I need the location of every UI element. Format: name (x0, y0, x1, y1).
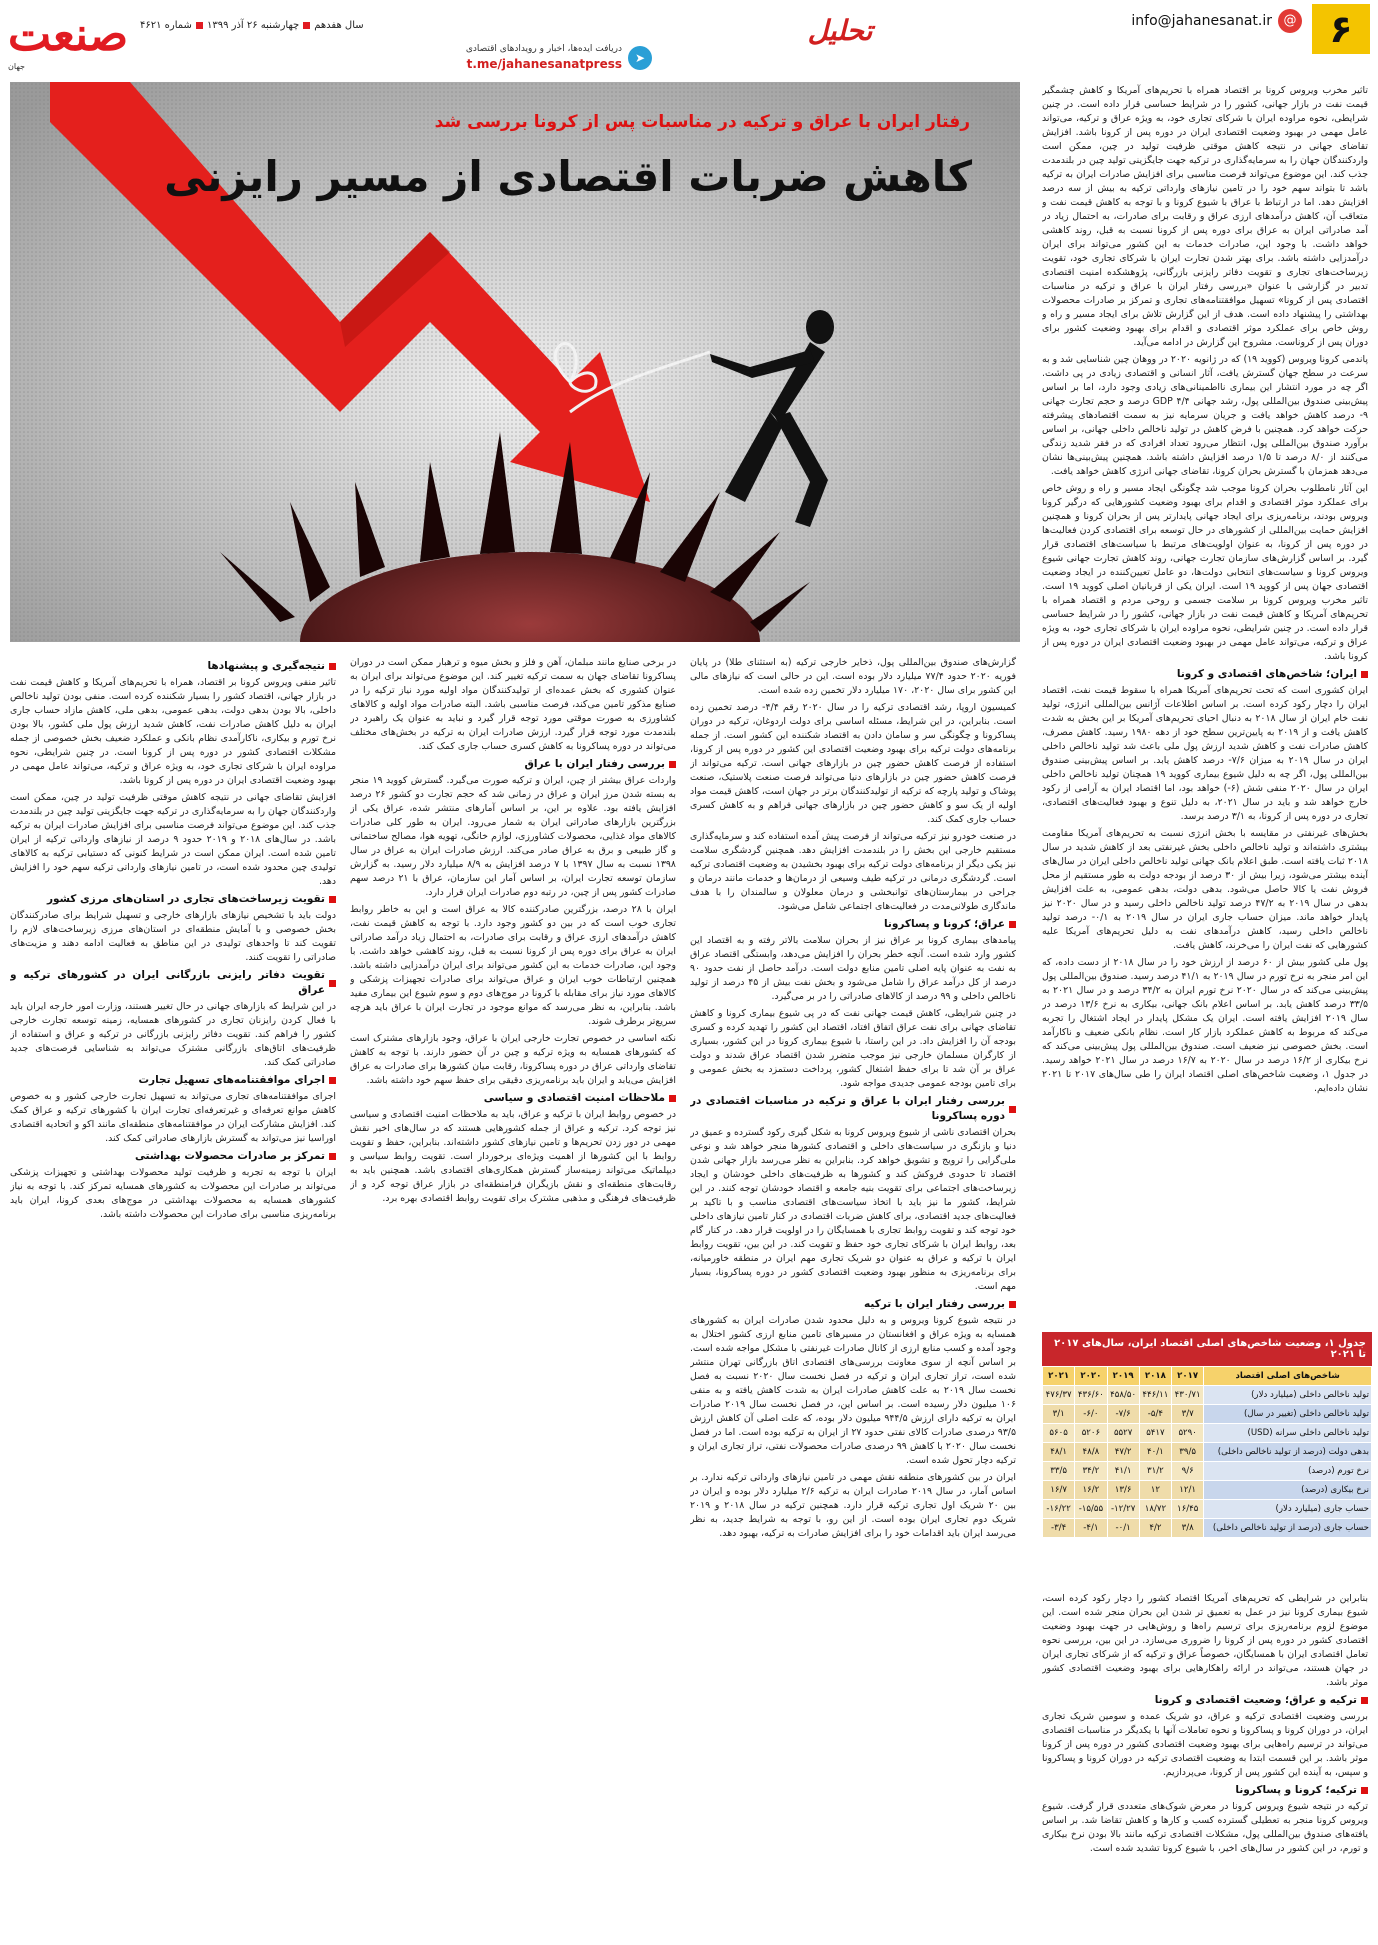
table-header-cell: ۲۰۲۱ (1043, 1367, 1075, 1386)
subheading: تمرکز بر صادرات محصولات بهداشتی (10, 1149, 336, 1164)
row-label-cell: نرخ تورم (درصد) (1204, 1462, 1372, 1481)
value-cell: ۴۴۶/۱۱ (1139, 1386, 1171, 1405)
subheading: بررسی رفتار ایران با عراق (350, 757, 676, 772)
bullet-mark (329, 1153, 336, 1160)
paragraph: در این شرایط که بازارهای جهانی در حال تغییر هستند، وزارت امور خارجه ایران باید با فعال کردن رایزنان تجاری در کشورهای همسایه، زمینه توسعه تجارت خارجی کشور را فراهم کند. تقویت دفاتر رایزنی بازرگانی در ترکیه و عراق و استفاده از ظرفیت‌های اتاق‌های بازرگانی مشترک می‌تواند به شناسایی فرصت‌های جدید صادراتی کمک کند. (10, 1001, 336, 1068)
value-cell: ۱۸/۷۲ (1139, 1500, 1171, 1519)
logo-wordmark: صنعت (7, 7, 129, 61)
subheading: تقویت دفاتر رایزنی بازرگانی ایران در کشورهای ترکیه و عراق (10, 968, 336, 998)
paragraph: تاثیر مخرب ویروس کرونا بر اقتصاد همراه با تحریم‌های آمریکا و کاهش چشمگیر قیمت نفت در بازار جهانی، کشور را در شرایط حساسی قرار داده است. در چنین شرایطی، نحوه مراوده ایران با شرکای تجاری خود، به ویژه عراق و ترکیه، می‌تواند عامل مهمی در بهبود وضعیت اقتصادی ایران در دوره پس از کرونا باشد. افزایش تقاضای جهانی در نتیجه کاهش موقتی ظرفیت تولید در چین، ممکن است واردکنندگان جهان را به سرمایه‌گذاری در ترکیه جهت جایگزینی تولید چین در بلندمدت جذب کند. این موضوع می‌تواند فرصت مناسبی برای افزایش صادرات ایران به ترکیه باشد تا بتواند سهم خود را در تامین نیازهای وارداتی ترکیه به بیش از سه درصد افزایش دهد. اما در ارتباط با عراق با شیوع کرونا و با توجه به کاهش قیمت نفت و متعاقب آن، کاهش درآمدهای ارزی عراق و رقابت برای صادرات، به احتمال زیاد در آمد صادراتی ایران به عراق برای دوره پس از کرونا نسبت به قبل، روند کاهشی خواهد داشت. با وجود این، صادرات خدمات به این کشور می‌تواند برای ایران درآمدزایی داشته باشد. برای بهتر شدن تجارت ایران با شرکای تجاری خود، تقویت زیرساخت‌های تجاری و تقویت دفاتر رایزنی بازرگانی، پژوهشکده امنیت اقتصادی تدبیر در گزارشی با عنوان «بررسی رفتار ایران با عراق و ترکیه در مناسبات اقتصادی پس از کرونا» تسهیل موافقتنامه‌های تجاری و تمرکز بر صادرات محصولات بهداشتی را پیشنهاد داده است. هدف از این گزارش تلاش برای ایجاد مسیر و راه و روش خاص برای عملکرد موثر اقتصادی و اقدام برای بهبود وضعیت کشور برای دوران پس از کروناست. مشروح این گزارش در ادامه می‌آید. (1042, 85, 1368, 348)
table-row (1043, 1519, 1372, 1538)
column-4 (10, 656, 336, 1942)
email-address[interactable]: info@jahanesanat.ir (1131, 13, 1272, 29)
table-row (1043, 1481, 1372, 1500)
row-label-cell: نرخ بیکاری (درصد) (1204, 1481, 1372, 1500)
value-cell: ۴۳۰/۷۱ (1172, 1386, 1204, 1405)
value-cell: ۱۲ (1139, 1481, 1171, 1500)
row-label-cell: بدهی دولت (درصد از تولید ناخالص داخلی) (1204, 1443, 1372, 1462)
telegram-caption: دریافت ایده‌ها، اخبار و رویدادهای اقتصادی (465, 44, 622, 54)
value-cell: ۱۶/۲ (1075, 1481, 1107, 1500)
value-cell: ۳/۴- (1043, 1519, 1075, 1538)
value-cell: ۰/۱- (1107, 1519, 1139, 1538)
value-cell: ۳۱/۲ (1139, 1462, 1171, 1481)
page-number: ۶ (1312, 4, 1370, 54)
value-cell: ۳۳/۵ (1043, 1462, 1075, 1481)
article-kicker: رفتار ایران با عراق و ترکیه در مناسبات پس از کرونا بررسی شد (434, 112, 970, 132)
paragraph: بنابراین در شرایطی که تحریم‌های آمریکا اقتصاد کشور را دچار رکود کرده است، شیوع بیماری کرونا نیز در عمل به تعمیق تر شدن این بحران منجر شده است. این موضوع لزوم برنامه‌ریزی برای ترسیم راه‌ها و روش‌هایی در جهت بهبود وضعیت اقتصادی کشور در دوره پس از کرونا را ضروری می‌سازد. در این بین، بررسی نحوه تعامل اقتصادی ایران با همسایگان، خصوصاً عراق و ترکیه که از شرکای تجاری ایران در جهان هستند، می‌تواند در ارائه راهکارهایی برای بهبود وضعیت اقتصادی کشور موثر باشد. (1042, 1593, 1368, 1688)
value-cell: ۴۰/۱ (1139, 1443, 1171, 1462)
value-cell: ۴/۲ (1139, 1519, 1171, 1538)
bullet-mark (669, 1095, 676, 1102)
column-3 (350, 656, 676, 1942)
paragraph: در صنعت خودرو نیز ترکیه می‌تواند از فرصت پیش آمده استفاده کند و سرمایه‌گذاری مستقیم خارجی این بخش را در بلندمدت افزایش دهد. همچنین گردشگری سلامت نیز یکی دیگر از برنامه‌های دولت ترکیه برای بهبود بخشیدن به وضعیت اقتصادی ترکیه است. گردشگری درمانی در ترکیه طیف وسیعی از درمان‌ها و خدمات مانند درمان و جراحی در بیمارستان‌های توانبخشی و درمان معلولان و سالمندان را با هدف ماندگاری طولانی‌مدت در فعالیت‌های اجتماعی شامل می‌شود. (690, 831, 1016, 912)
paragraph: این آثار نامطلوب بحران کرونا موجب شد چگونگی ایجاد مسیر و راه و روش خاص برای عملکرد موثر اقتصادی و اقدام برای بهبود وضعیت کشورهایی که درگیر کرونا ویروس بودند، برنامه‌ریزی برای ایجاد جهانی پایدارتر پس از بحران کرونا و همچنین افزایش حمایت بین‌المللی از کشورهای در حال توسعه برای اقتصادی کردن فعالیت‌ها در دوره پس از کرونا، به عنوان اولویت‌های مرتبط با سیاست‌های اقتصادی قرار گیرد. بر اساس گزارش‌های سازمان تجارت جهانی، روند کاهش تجارت جهانی شیوع ویروس کرونا و سیاست‌های انتخابی دولت‌ها، دو عامل تعیین‌کننده در ایجاد وضعیت اقتصادی جهان پس از کووید ۱۹ است. ایران یکی از قربانیان اصلی کووید ۱۹ است. تاثیر مخرب ویروس کرونا بر سلامت جسمی و روحی مردم و اقتصاد همراه با تحریم‌های آمریکا و کاهش قیمت نفت در بازار جهانی، کشور را در شرایط حساسی قرار داده است. در چنین شرایطی، نحوه مراوده ایران با شرکای تجاری خود، به ویژه عراق و ترکیه، می‌تواند عامل مهمی در بهبود وضعیت اقتصادی ایران در دوره پس از کرونا باشد. (1042, 483, 1368, 662)
row-label-cell: حساب جاری (درصد از تولید ناخالص داخلی) (1204, 1519, 1372, 1538)
paragraph: گزارش‌های صندوق بین‌المللی پول، ذخایر خارجی ترکیه (به استثنای طلا) در پایان فوریه ۲۰۲۰ حدود ۷۷/۴ میلیارد دلار بوده است. این در حالی است که نیازهای مالی این کشور برای سال ۲۰۲۰، ۱۷۰ میلیارد دلار تخمین زده شده است. (690, 657, 1016, 696)
column-1-upper (1042, 84, 1368, 1328)
value-cell: ۳/۷ (1172, 1405, 1204, 1424)
hero-illustration (10, 82, 1020, 642)
paragraph: ایران با ۲۸ درصد، بزرگترین صادرکننده کالا به عراق است و این به خاطر روابط تجاری خوب است که در بین دو کشور وجود دارد. با توجه به کاهش قیمت نفت، کاهش درآمدهای ارزی عراق و رقابت برای صادرات، به احتمال زیاد درآمد صادراتی ایران به عراق برای دوره پس از کرونا نسبت به قبل، روند کاهشی خواهد داشت. با وجود این، صادرات خدمات به این کشور می‌تواند برای ایران درآمدزایی داشته باشد. همچنین ارتباطات خوب ایران و عراق می‌تواند برای صادرات تجهیزات پزشکی و کالاهای مورد نیاز برای مقابله با کرونا در موج‌های دوم و سوم شیوع این بیماری مفید باشد. بنابراین، به نظر می‌رسد که موانع موجود در تجارت ایران با عراق باید هرچه سریع‌تر برطرف شوند. (350, 904, 676, 1027)
paragraph: ترکیه در نتیجه شیوع ویروس کرونا در معرض شوک‌های متعددی قرار گرفت. شیوع ویروس کرونا منجر به تعطیلی گسترده کسب و کارها و کاهش تقاضا شد. بر اساس یافته‌های صندوق بین‌المللی پول، مشکلات اقتصادی ترکیه مانند بالا بودن نرخ بیکاری و تورم، در این کشور در سال‌های اخیر، با شیوع کرونا تشدید شده است. (1042, 1801, 1368, 1854)
bullet-mark (329, 663, 336, 670)
value-cell: ۱۶/۲۲- (1043, 1500, 1075, 1519)
separator-mark (303, 22, 310, 29)
paragraph: دولت باید با تشخیص نیازهای بازارهای خارجی و تسهیل شرایط برای صادرکنندگان بخش خصوصی و با آمایش منطقه‌ای در استان‌های مرزی زیرساخت‌های لازم را تقویت کند تا واحدهای تولیدی در این مناطق به فعالیت ادامه دهند و مزیت‌های صادراتی را تقویت کنند. (10, 910, 336, 963)
paragraph: نکته اساسی در خصوص تجارت خارجی ایران با عراق، وجود بازارهای مشترک است که کشورهای همسایه به ویژه ترکیه و چین در آن حضور دارند. با توجه به کاهش تقاضای وارداتی عراق در دوره پساکرونا، رقابت میان کشورها برای صادرات به عراق افزایش می‌یابد و ایران باید برنامه‌ریزی دقیقی برای حفظ سهم خود داشته باشد. (350, 1033, 676, 1086)
table-header-cell: شاخص‌های اصلی اقتصاد (1204, 1367, 1372, 1386)
paragraph: ایران در بین کشورهای منطقه نقش مهمی در تامین نیازهای وارداتی ترکیه ندارد. بر اساس آمار، در سال ۲۰۱۹ صادرات ایران به ترکیه ۲/۶ میلیارد دلار بوده و ایران در بین ۲۰ شریک اول تجاری ترکیه قرار دارد. همچنین ترکیه در سال ۲۰۱۸ و ۲۰۱۹ شریک دوم تجاری ایران بوده است. از این رو، با توجه به شرایط جدید، به نظر می‌رسد ایران باید اقدامات خود را برای افزایش صادرات به ترکیه، بهبود دهد. (690, 1472, 1016, 1539)
article-headline: کاهش ضربات اقتصادی از مسیر رایزنی (164, 152, 972, 201)
paragraph: پاندمی کرونا ویروس (کووید ۱۹) که در ژانویه ۲۰۲۰ در ووهان چین شناسایی شد و به سرعت در سطح جهان گسترش یافت، آثار انسانی و اقتصادی زیادی در پی داشت. اگر چه در مورد انتشار این بیماری نااطمینانی‌های زیادی وجود دارد، اما بر اساس پیش‌بینی صندوق بین‌المللی پول، رشد جهانی GDP ۴/۴ درصد و حجم تجارت جهانی ۹- درصد کاهش خواهد یافت و جریان سرمایه نیز به سمت اقتصادهای پیشرفته حرکت خواهد کرد. همچنین با فرض کاهش در تولید ناخالص داخلی جهانی، بر اساس برآورد صندوق بین‌المللی پول، انتظار می‌رود تعداد افرادی که در فقر شدید زندگی می‌کنند از ۸/۰ درصد تا ۱/۵ درصد افزایش داشته باشد. همچنین پیش‌بینی‌ها نشان می‌دهد همزمان با گسترش بحران کرونا، تقاضای جهانی انرژی کاهش خواهد یافت. (1042, 354, 1368, 477)
bullet-mark (669, 761, 676, 768)
newspaper-logo (6, 6, 136, 74)
page-header (0, 0, 1378, 78)
table-header-cell: ۲۰۱۷ (1172, 1367, 1204, 1386)
subheading: عراق؛ کرونا و پساکرونا (690, 917, 1016, 932)
value-cell: ۵۲۰۶ (1075, 1424, 1107, 1443)
bullet-mark (1361, 1697, 1368, 1704)
paragraph: بخش‌های غیرنفتی در مقایسه با بخش انرژی نسبت به تحریم‌های آمریکا مقاومت بیشتری داشته‌اند و تولید ناخالص داخلی بخش غیرنفتی بعد از کاهش شدید در سال ۲۰۱۸ ثبات یافته است. طبق اعلام بانک جهانی تولید ناخالص داخلی ایران در سال‌های آینده بیشتر می‌شود، زیرا بیش از ۳۰ درصد از بودجه دولت به طور مستقیم از محل فروش نفت یا کالا حاصل می‌شود. بدهی دولت، بدهی عمومی، به علت افزایش بدهی در سال ۲۰۱۹ به ۴۷/۲ درصد تولید ناخالص داخلی رسید و در سال ۲۰۲۰ نیز پایدار خواهد ماند. میزان حساب جاری ایران در سال ۲۰۱۹ به ۰/۱- درصد تولید ناخالص داخلی رسید، کاهش درآمد‌های نفت به دلیل تحریم‌های آمریکا علیه کشورهایی که نفت ایران را می‌خرند، کاهش یافت. (1042, 828, 1368, 951)
row-label-cell: تولید ناخالص داخلی سرانه (USD) (1204, 1424, 1372, 1443)
email-icon: @ (1278, 9, 1302, 33)
paragraph: در خصوص روابط ایران با ترکیه و عراق، باید به ملاحظات امنیت اقتصادی و سیاسی نیز توجه کرد. ترکیه و عراق از جمله کشورهایی هستند که در سال‌های اخیر نقش مهمی در دور زدن تحریم‌ها و تامین نیازهای کشور داشته‌اند. بنابراین، حفظ و تقویت روابط با این کشورها از اهمیت ویژه‌ای برخوردار است. تقویت روابط سیاسی و دیپلماتیک می‌تواند زمینه‌ساز گسترش همکاری‌های اقتصادی باشد. همچنین باید به رقابت‌های منطقه‌ای و نقش بازیگران فرامنطقه‌ای در بازار عراق توجه کرد و از ظرفیت‌های فرهنگی و مذهبی مشترک برای تقویت روابط اقتصادی بهره برد. (350, 1109, 676, 1204)
bullet-mark (1009, 1301, 1016, 1308)
row-label-cell: حساب جاری (میلیارد دلار) (1204, 1500, 1372, 1519)
value-cell: ۱۲/۱ (1172, 1481, 1204, 1500)
paragraph: اجرای موافقتنامه‌های تجاری می‌تواند به تسهیل تجارت خارجی کشور و به خصوص کاهش موانع تعرفه‌ای و غیرتعرفه‌ای تجارت ایران با کشورهای ترکیه و عراق کمک کند. افزایش مشارکت ایران در موافقتنامه‌های منطقه‌ای مانند اکو و اتحادیه اقتصادی اوراسیا نیز می‌تواند به گسترش بازارهای صادراتی کمک کند. (10, 1091, 336, 1144)
paragraph: ایران کشوری است که تحت تحریم‌های آمریکا همراه با سقوط قیمت نفت، اقتصاد ایران را دچار رکود کرده است. بر اساس اطلاعات آژانس بین‌المللی انرژی، تولید نفت خام ایران از سال ۲۰۱۸ به دنبال احیای تحریم‌های آمریکا بر این بخش به شدت کاهش یافت و از ۲۰۱۹ به پایین‌ترین سطح خود از دهه ۱۹۸۰ رسید. کاهش مصرف، کاهش صادرات نفت و کاهش شدید ارزش پول ملی باعث شد تولید ناخالص داخلی ایران در سال ۲۰۱۹ به میزان ۷/۶- درصد کاهش یابد. بر اساس پیش‌بینی صندوق بین‌المللی پول، اگر چه به دلیل شیوع بیماری کووید ۱۹ همچنان تولید ناخالص داخلی ایران در سال ۲۰۲۰ منفی شش (۶-) خواهد بود، اما اقتصاد ایران به آرامی از رکود خارج خواهد شد و باید در سال ۲۰۲۱، به دلیل تنوع و بهبود فعالیت‌های اقتصادی، تجاری در دوره پس از کرونا، به ۳/۱ درصد برسد. (1042, 685, 1368, 822)
value-cell: ۵۴۱۷ (1139, 1424, 1171, 1443)
column-1-lower (1042, 1592, 1368, 1942)
logo-subtext: جهان (8, 62, 25, 71)
value-cell: ۴۵۸/۵۰ (1107, 1386, 1139, 1405)
row-label-cell: تولید ناخالص داخلی (میلیارد دلار) (1204, 1386, 1372, 1405)
data-table (1042, 1366, 1372, 1538)
subheading: ایران؛ شاخص‌های اقتصادی و کرونا (1042, 667, 1368, 682)
telegram-link[interactable]: t.me/jahanesanatpress (466, 57, 622, 71)
row-label-cell: تولید ناخالص داخلی (تغییر در سال) (1204, 1405, 1372, 1424)
value-cell: ۱۵/۵۵- (1075, 1500, 1107, 1519)
value-cell: ۴۷/۲ (1107, 1443, 1139, 1462)
paragraph: پول ملی کشور بیش از ۶۰ درصد از ارزش خود را در سال ۲۰۱۸ از دست داده، که این امر منجر به نرخ تورم در سال ۲۰۱۹ به ۴۱/۱ درصد رسید. صندوق بین‌المللی پول پیش‌بینی می‌کند که در سال ۲۰۲۰ نرخ تورم ایران به ۳۴/۲ درصد و در سال ۲۰۲۱ به ۳۳/۵ درصد کاهش یابد. بر اساس اعلام بانک جهانی، بیکاری به نرخ ۱۳/۶ درصد در سال ۲۰۱۹ افزایش یافته است. ایران یک مشکل پایدار در ایجاد اشتغال را تجربه می‌کند که مربوط به کاهش عملکرد بازار کار است. نظام بانکی ضعیف و ناکارآمد است. بخش خصوصی نیز ضعیف است. صندوق بین‌المللی پول پیش‌بینی می‌کند که نرخ بیکاری از ۱۶/۲ درصد در سال ۲۰۲۰ به ۱۶/۷ درصد در سال ۲۰۲۱ خواهد رسید. در جدول ۱، وضعیت شاخص‌های اصلی اقتصاد ایران را طی سال‌های ۲۰۱۷ تا ۲۰۲۱ نشان داده‌ایم. (1042, 957, 1368, 1094)
value-cell: ۱۶/۴۵ (1172, 1500, 1204, 1519)
bullet-mark (1009, 921, 1016, 928)
paragraph: در چنین شرایطی، کاهش قیمت جهانی نفت که در پی شیوع بیماری کرونا و کاهش تقاضای جهانی برای نفت عراق اتفاق افتاد، اقتصاد این کشور را تهدید کرده و کسری بودجه آن را افزایش داد. در این راستا، با شیوع بیماری کرونا در این کشور، بسیاری از کارگران مسلمان خارجی نیز موجب متضرر شدن اقتصاد عراق شدند و دولت عراق بر آن شد تا برای حفظ اشتغال کشور، پرداخت دستمزد به بخش عمومی و برای تامین بودجه عمومی جدیدی مواجه شود. (690, 1008, 1016, 1089)
value-cell: ۳۴/۲ (1075, 1462, 1107, 1481)
column-2 (690, 656, 1016, 1942)
bullet-mark (1009, 1106, 1016, 1113)
value-cell: ۷/۶- (1107, 1405, 1139, 1424)
separator-mark (196, 22, 203, 29)
value-cell: ۵۶۰۵ (1043, 1424, 1075, 1443)
paragraph: واردات عراق بیشتر از چین، ایران و ترکیه صورت می‌گیرد. گسترش کووید ۱۹ منجر به بسته شدن مرز ایران و عراق در زمانی شد که حجم تجارت دو کشور ۲۶ درصد افزایش یافته بود. علاوه بر این، بر اساس آمارهای منتشر شده، عراق یکی از بزرگترین بازارهای صادراتی ایران به شمار می‌رود. ایران به طور کلی صادرات کالاهای مواد غذایی، محصولات کشاورزی، لوازم خانگی، تهویه هوا، مصالح ساختمانی و گاز طبیعی و برق به عراق صادر می‌کند. ارزش صادرات ایران به عراق در سال ۱۳۹۸ نسبت به سال ۱۳۹۷ با ۷ درصد افزایش به ۸/۹ میلیارد دلار رسید. به گزارش سازمان توسعه تجارت ایران، بر اساس آمار این سازمان، عراق با ۲۱ درصد سهم صادرات کشور پس از چین، در رتبه دوم صادرات ایران قرار دارد. (350, 775, 676, 898)
value-cell: ۴۳۶/۶۰ (1075, 1386, 1107, 1405)
bullet-mark (329, 980, 336, 987)
value-cell: ۳/۱ (1043, 1405, 1075, 1424)
table-row (1043, 1424, 1372, 1443)
bullet-mark (1361, 671, 1368, 678)
subheading: بررسی رفتار ایران با عراق و ترکیه در مناسبات اقتصادی در دوره پساکرونا (690, 1094, 1016, 1124)
subheading: تقویت زیرساخت‌های تجاری در استان‌های مرزی کشور (10, 892, 336, 907)
subheading: اجرای موافقتنامه‌های تسهیل تجارت (10, 1073, 336, 1088)
issue-year: سال هفدهم (314, 20, 364, 31)
paragraph: ایران با توجه به تجربه و ظرفیت تولید محصولات بهداشتی و تجهیزات پزشکی می‌تواند بر صادرات این محصولات به کشورهای همسایه تمرکز کند. با توجه به نیاز کشورهای همسایه به محصولات بهداشتی در موج‌های بعدی کرونا، ایران باید برنامه‌ریزی مناسبی برای صادرات این محصولات داشته باشد. (10, 1167, 336, 1220)
paragraph: بررسی وضعیت اقتصادی ترکیه و عراق، دو شریک عمده و سومین شریک تجاری ایران، در دوران کرونا و پساکرونا و نحوه تعاملات آنها با یکدیگر در مناسبات اقتصادی می‌تواند در ترسیم راه‌هایی برای بهبود وضعیت اقتصادی کشور در دوره پس از کرونا موثر باشد. بر این قسمت ابتدا به وضعیت اقتصادی ترکیه در دوران کرونا و پساکرونا و سپس، به آینده این کشور پس از کرونا، می‌پردازیم. (1042, 1711, 1368, 1778)
paragraph: بحران اقتصادی ناشی از شیوع ویروس کرونا به شکل گیری رکود گسترده و عمیق در دنیا و بازنگری در سیاست‌های داخلی و اقتصادی کشورها منجر خواهد شد و نوعی ملی‌گرایی را ترویج و تشویق خواهد کرد. بنابراین به نظر می‌رسد بازار جهانی شدن اقتصاد تا حدودی فروکش کند و کشورها به ظرفیت‌های داخلی خودشان و ایجاد زیرساخت‌های اجتماعی برای تقویت بنیه جامعه و اقتصاد خودشان توجه کنند. در این شرایط، کشور ما نیز باید با اتخاذ سیاست‌های اقتصادی مناسب و با تاکید بر فعالیت‌های جدید اقتصادی، برای کاهش ضربات اقتصادی در کنار تامین نیازهای داخلی خود توجه کند و تقویت روابط تجاری با همسایگان را در اولویت قرار دهد. در کنار گام بعد، روابط ایران با شرکای تجاری خود حفظ و تقویت کند. در این بین، تقویت روابط ایران با ترکیه و عراق به عنوان دو شریک تجاری مهم ایران در منطقه خاورمیانه، برای برنامه‌ریزی به منظور بهبود وضعیت اقتصادی کشور در دوره پساکرونا، بسیار مهم است. (690, 1127, 1016, 1292)
paragraph: پیامدهای بیماری کرونا بر عراق نیز از بحران سلامت بالاتر رفته و به اقتصاد این کشور وارد شده است. آنچه خطر بحران را افزایش می‌دهد، وابستگی اقتصاد عراق به نفت به عنوان پایه اصلی تامین منابع دولت است. درآمد حاصل از نفت حدود ۹۰ درصد از کل درآمد عراق را شامل می‌شود و بخش نفت بیش از ۴۵ درصد از تولید ناخالص داخلی و ۹۹ درصد از کالاهای صادراتی را در بر می‌گیرد. (690, 935, 1016, 1002)
value-cell: ۵۲۹۰ (1172, 1424, 1204, 1443)
table-header-cell: ۲۰۲۰ (1075, 1367, 1107, 1386)
value-cell: ۵۵۲۷ (1107, 1424, 1139, 1443)
value-cell: ۴۸/۱ (1043, 1443, 1075, 1462)
paragraph: افزایش تقاضای جهانی در نتیجه کاهش موقتی ظرفیت تولید در چین، ممکن است واردکنندگان جهان را به سرمایه‌گذاری در ترکیه جهت جایگزینی تولید چین در بلندمدت جذب کند. این موضوع می‌تواند فرصت مناسبی برای افزایش صادرات ایران به ترکیه باشد. در سال‌های ۲۰۱۸ و ۲۰۱۹ حدود ۹ درصد از نیازهای وارداتی ترکیه از ایران تامین شده است. ایران ممکن است در شرایط کنونی که دستیابی ترکیه به کالاهای تولیدی چین محدود شده است، در تامین نیازهای وارداتی ترکیه سهم خود را افزایش دهد. (10, 792, 336, 887)
table-row (1043, 1462, 1372, 1481)
subheading: ملاحظات امنیت اقتصادی و سیاسی (350, 1091, 676, 1106)
value-cell: ۹/۶ (1172, 1462, 1204, 1481)
email-contact[interactable] (1131, 8, 1302, 34)
value-cell: ۱۲/۲۷- (1107, 1500, 1139, 1519)
value-cell: ۱۳/۶ (1107, 1481, 1139, 1500)
bullet-mark (1361, 1787, 1368, 1794)
subheading: نتیجه‌گیری و پیشنهادها (10, 659, 336, 674)
value-cell: ۴۸/۸ (1075, 1443, 1107, 1462)
section-title: تحلیل (807, 14, 873, 47)
value-cell: ۴۷۶/۳۷ (1043, 1386, 1075, 1405)
paragraph: در نتیجه شیوع کرونا ویروس و به دلیل محدود شدن صادرات ایران به کشورهای همسایه به ویژه عراق و افغانستان در مسیرهای تامین منابع ارزی کشور اختلال به وجود آمده و کسب منابع ارزی از کانال صادرات غیرنفتی با مشکل مواجه شده است. بر اساس آنچه از سوی معاونت بررسی‌های اقتصادی اتاق بازرگانی تهران منتشر شده است، تراز تجاری ایران و ترکیه در فصل نخست سال ۲۰۲۰ نسبت به فصل نخست سال ۲۰۱۹ به علت کاهش صادرات ایران به شدت کاهش یافته و به منفی ۱۰۶ میلیون دلار رسیده است. بر اساس این، در فصل نخست سال ۲۰۱۹ صادرات ایران به ترکیه دارای ارزش ۹۴۴/۵ میلیون دلار بوده، که علت اصلی آن کاهش ارزش ۹۳/۵ درصدی صادرات کالای نفتی حدود ۲۷ از ایران به ترکیه بوده است. اما در فصل نخست سال ۲۰۲۰ با کاهش ۹۹ درصدی صادرات محصولات نفتی، تراز تجاری ایران و ترکیه دچار تحول شده است. (690, 1315, 1016, 1466)
paragraph: تاثیر منفی ویروس کرونا بر اقتصاد، همراه با تحریم‌های آمریکا و کاهش قیمت نفت در بازار جهانی، اقتصاد کشور را بسیار شکننده کرده است. منفی بودن تولید ناخالص داخلی، بالا بودن بدهی دولت، بدهی عمومی، بدهی ملی، کاهش مازاد حساب جاری ایران به دلیل کاهش صادرات نفت، کاهش شدید ارزش پول ملی کشور، بالا بودن نرخ تورم و بیکاری، ناکارآمدی نظام بانکی و عملکرد ضعیف بخش خصوصی از جمله مشکلات اقتصادی کشور در دوره پس از کرونا است. در چنین شرایطی، نحوه مراوده ایران با شرکای تجاری خود، به ویژه عراق و ترکیه، می‌تواند عامل مهمی در بهبود وضعیت اقتصادی ایران در دوره پس از کرونا باشد. (10, 677, 336, 786)
value-cell: ۴۱/۱ (1107, 1462, 1139, 1481)
paragraph: کمیسیون اروپا، رشد اقتصادی ترکیه را در سال ۲۰۲۰ رقم ۴/۴- درصد تخمین زده است. بنابراین، در این شرایط، مسئله اساسی برای دولت اردوغان، ترکیه در دوران پساکرونا و چگونگی سر و سامان دادن به اقتصاد شکننده این کشور است. از جمله برنامه‌های دولت ترکیه برای بهبود وضعیت اقتصادی این کشور در دوره پس از کرونا، استفاده از فرصت کاهش حضور چین در بازارهای جهانی است. ترکیه می‌تواند از فرصت کاهش حضور چین در بازارهای دنیا می‌تواند فرصت صنعت پلاستیک، صنعت پوشاک و تولید پارچه که ترکیه از تولیدکنندگان برتر در جهان است، کاهش قیمت مواد اولیه از یک سو و کاهش حضور چین در بازارهای جهانی فراهم و به کاهش کسری حساب جاری کمک کند. (690, 702, 1016, 825)
table-row (1043, 1443, 1372, 1462)
issue-info (140, 20, 364, 31)
bullet-mark (329, 896, 336, 903)
telegram-promo[interactable] (432, 42, 652, 74)
table-row (1043, 1386, 1372, 1405)
economic-indicators-table (1042, 1332, 1372, 1538)
value-cell: ۳۹/۵ (1172, 1443, 1204, 1462)
issue-date: چهارشنبه ۲۶ آذر ۱۳۹۹ (206, 20, 300, 31)
value-cell: ۱۶/۷ (1043, 1481, 1075, 1500)
value-cell: ۴/۱- (1075, 1519, 1107, 1538)
value-cell: ۶/۰- (1075, 1405, 1107, 1424)
value-cell: ۵/۴- (1139, 1405, 1171, 1424)
subheading: ترکیه؛ کرونا و پساکرونا (1042, 1783, 1368, 1798)
bullet-mark (329, 1077, 336, 1084)
issue-number: شماره ۴۶۲۱ (140, 20, 192, 31)
telegram-icon: ➤ (628, 46, 652, 70)
subheading: بررسی رفتار ایران با ترکیه (690, 1297, 1016, 1312)
table-row (1043, 1405, 1372, 1424)
table-header-cell: ۲۰۱۹ (1107, 1367, 1139, 1386)
table-title: جدول ۱، وضعیت شاخص‌های اصلی اقتصاد ایران، سال‌های ۲۰۱۷ تا ۲۰۲۱ (1042, 1332, 1372, 1366)
table-header-cell: ۲۰۱۸ (1139, 1367, 1171, 1386)
paragraph: در برخی صنایع مانند مبلمان، آهن و فلز و بخش میوه و ترهبار ممکن است در دوران پساکرونا تقاضای جهان به سمت ترکیه تغییر کند. این موضوع می‌تواند برای ایران به عنوان کشوری که بخش عمده‌ای از تولیدکنندگان مواد اولیه مورد نیاز ترکیه را در صنایع مذکور تامین می‌کند، فرصت مناسبی باشد. البته صادرات مواد اولیه و کالاهای کشاورزی به صورت موقتی مورد توجه قرار گیرد و نباید به عنوان یک راهبرد در بلندمدت مورد توجه قرار گیرد. ارزش صادرات ایران به ترکیه در بخش‌های مختلف می‌تواند در دوره پساکرونا به کاهش کسری حساب جاری کمک کند. (350, 657, 676, 752)
table-row (1043, 1500, 1372, 1519)
subheading: ترکیه و عراق؛ وضعیت اقتصادی و کرونا (1042, 1693, 1368, 1708)
value-cell: ۳/۸ (1172, 1519, 1204, 1538)
